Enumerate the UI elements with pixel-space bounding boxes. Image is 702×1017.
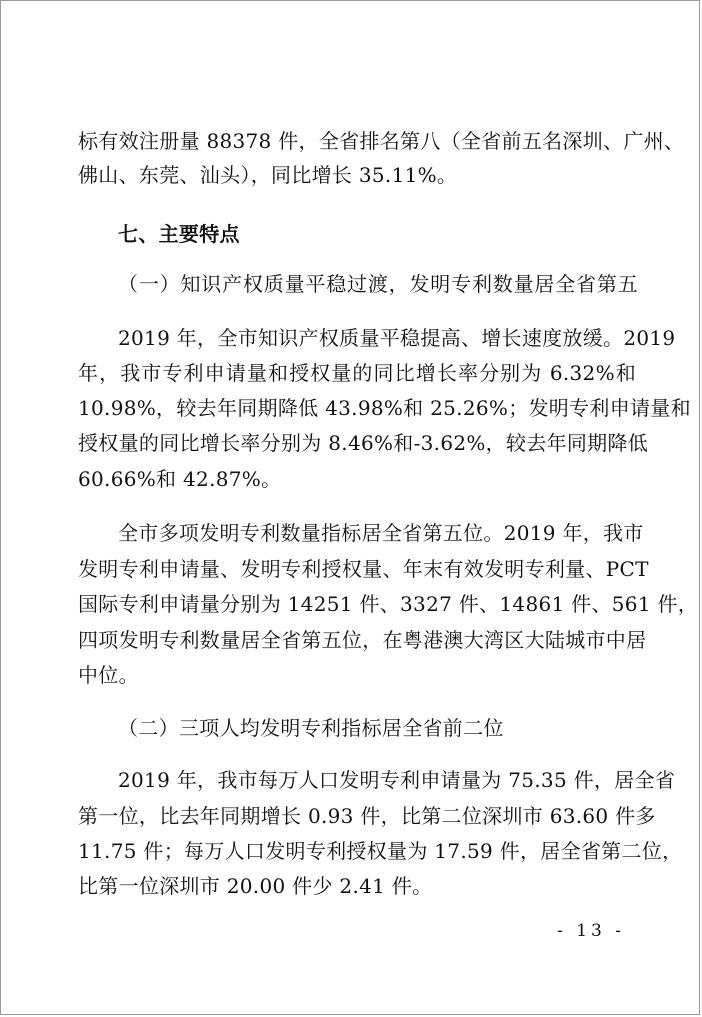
paragraph-line: 发明专利申请量、发明专利授权量、年末有效发明专利量、PCT xyxy=(78,557,649,581)
subsection-title: （二）三项人均发明专利指标居全省前二位 xyxy=(118,716,504,740)
subsection-title: （一）知识产权质量平稳过渡，发明专利数量居全省第五 xyxy=(118,272,638,296)
paragraph-line: 四项发明专利数量居全省第五位，在粤港澳大湾区大陆城市中居 xyxy=(78,628,647,652)
paragraph-line: 佛山、东莞、汕头），同比增长 35.11%。 xyxy=(78,163,458,187)
paragraph-line: 2019 年，全市知识产权质量平稳提高、增长速度放缓。2019 xyxy=(118,326,676,350)
paragraph-line: 第一位，比去年同期增长 0.93 件，比第二位深圳市 63.60 件多 xyxy=(78,804,656,828)
paragraph-line: 60.66%和 42.87%。 xyxy=(78,467,282,491)
paragraph-line: 比第一位深圳市 20.00 件少 2.41 件。 xyxy=(78,874,433,898)
paragraph-line: 中位。 xyxy=(78,663,139,687)
paragraph-line: 授权量的同比增长率分别为 8.46%和-3.62%，较去年同期降低 xyxy=(78,431,649,455)
paragraph-line: 国际专利申请量分别为 14251 件、3327 件、14861 件、561 件， xyxy=(78,592,699,616)
paragraph-line: 标有效注册量 88378 件，全省排名第八（全省前五名深圳、广州、 xyxy=(78,129,685,153)
paragraph-line: 2019 年，我市每万人口发明专利申请量为 75.35 件，居全省 xyxy=(118,768,676,792)
paragraph-line: 10.98%，较去年同期降低 43.98%和 25.26%；发明专利申请量和 xyxy=(78,396,691,420)
section-heading: 七、主要特点 xyxy=(118,222,240,246)
page-number: - 13 - xyxy=(557,921,625,941)
paragraph-line: 全市多项发明专利数量指标居全省第五位。2019 年，我市 xyxy=(118,521,644,545)
paragraph-line: 11.75 件；每万人口发明专利授权量为 17.59 件，居全省第二位， xyxy=(78,839,683,863)
paragraph-line: 年，我市专利申请量和授权量的同比增长率分别为 6.32%和 xyxy=(78,361,636,385)
